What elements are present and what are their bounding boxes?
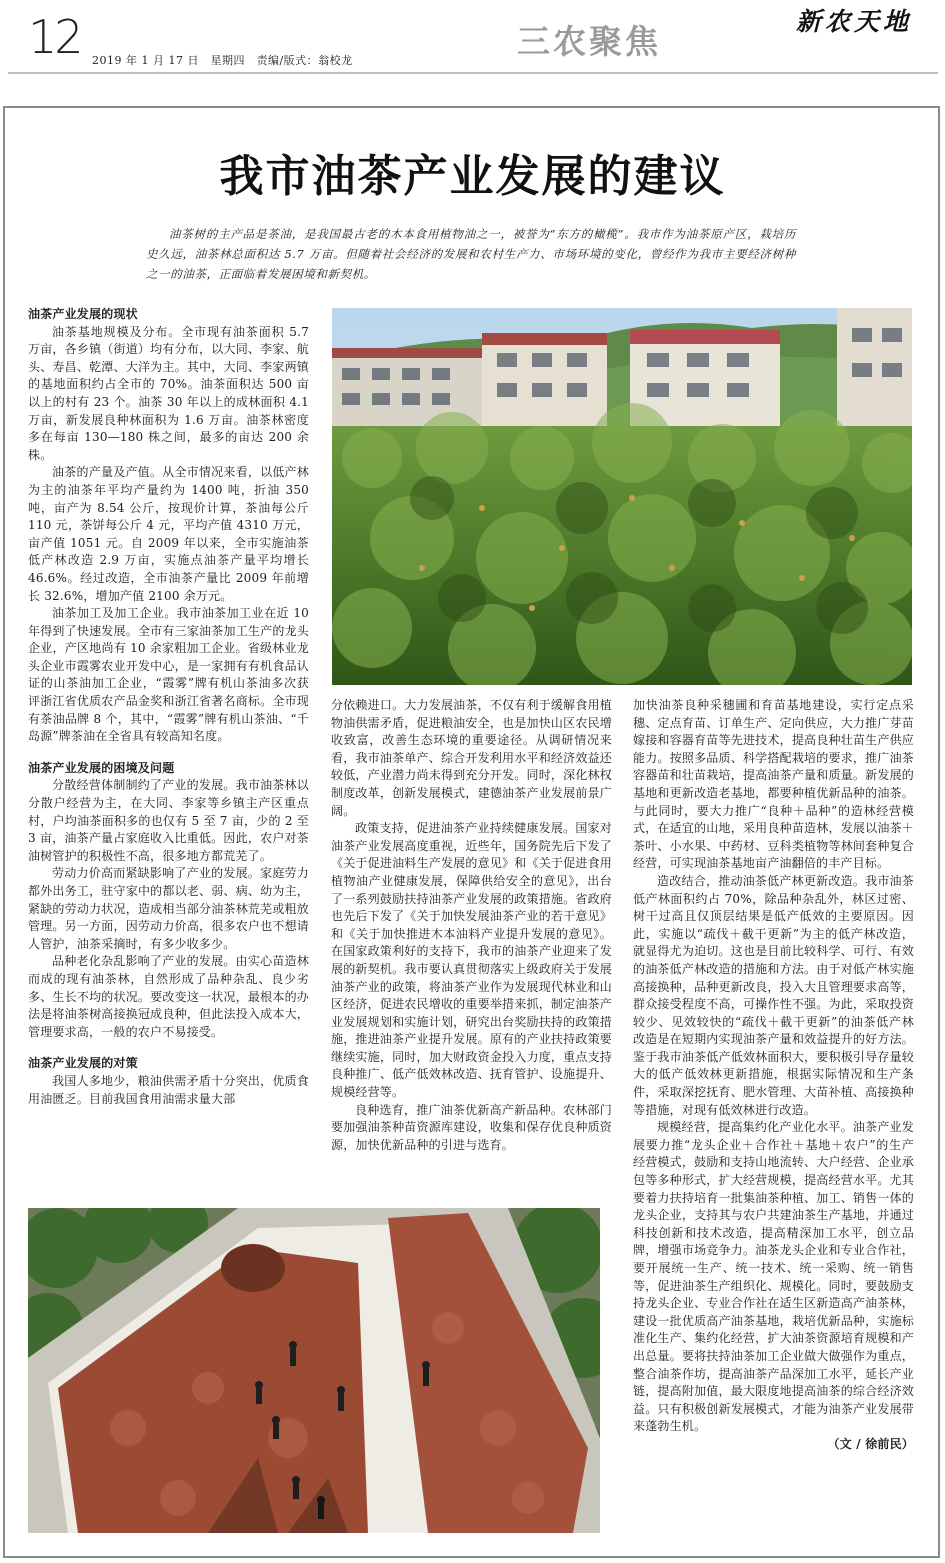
paragraph: 造改结合，推动油茶低产林更新改造。我市油茶低产林面积约占 70%，除品种杂乱外，林区过密、树干过高且仅顶层结果是低产低效的主要原因。因此，实施以“疏伐＋截干更新”为主的低产林改造，就显得尤为迫切。这也是目前比较科学、可行、有效的油茶低产林改造的措施和方法。由于对低产林实施高接换种，品种更新改良，投入大且管理要求高等，群众接受程度不高，可操作性不强。为此，采取投资较少、见效较快的“疏伐＋截干更新”的油茶低产林改造是在短期内实现油茶产量和效益提升的好方法。鉴于我市油茶低产低效林面积大，要积极引导存量较大的低产低效林更新措施，根据实际情况和生产条件，采取深挖抚育、肥水管理、大苗补植、高接换种等措施，对现有低效林进行改造。 xyxy=(633,873,914,1117)
paragraph: 规模经营，提高集约化产业化水平。油茶产业发展要力推“龙头企业＋合作社＋基地＋农户”的生产经营模式，鼓励和支持山地流转、大户经营、企业承包等多种形式，扩大经营规模，提高经营水平。尤其要着力扶持培育一批集油茶种植、加工、销售一体的龙头企业，支持其与农户共建油茶生产基地，并通过科技创新和技术改造，提高精深加工水平，创立品牌，增强市场竞争力。油茶龙头企业和专业合作社，要开展统一生产、统一技术、统一采购、统一销售等，促进油茶生产组织化、规模化。同时，要鼓励支持龙头企业、专业合作社在适生区新造高产油茶林，建设一批优质高产油茶基地，栽培优新品种，实施标准化生产、集约化经营，扩大油茶资源培育规模和产出总量。要将扶持油茶加工企业做大做强作为重点，整合油茶作坊，提高油茶产品深加工水平，延长产业链，提高附加值，最大限度地提高油茶的综合经济效益。只有积极创新发展模式，才能为油茶产业发展带来蓬勃生机。 xyxy=(633,1120,914,1434)
paragraph: 良种选育，推广油茶优新高产新品种。农林部门要加强油茶种苗资源库建设，收集和保存优良种质资源，加快优新品种的引进与选育。 xyxy=(331,1102,612,1152)
paragraph: 我国人多地少，粮油供需矛盾十分突出，优质食用油匮乏。目前我国食用油需求量大部 xyxy=(28,1073,309,1106)
masthead xyxy=(0,0,945,74)
masthead-rule xyxy=(8,72,938,74)
paragraph: 劳动力价高而紧缺影响了产业的发展。家庭劳力都外出务工，驻守家中的都以老、弱、病、幼为主，紧缺的劳动力状况，造成相当部分油茶林荒芜或粗放管理。另一方面，因劳动力价高，很多农户也不想请人管护，油茶采摘时，有多少收多少。 xyxy=(28,866,309,951)
article-column-1 xyxy=(28,306,309,1108)
section-name: 三农聚焦 xyxy=(517,22,661,61)
paragraph: 油茶的产量及产值。从全市情况来看，以低产林为主的油茶年平均产量约为 1400 吨，折油 350 吨，亩产为 8.54 公斤，按现价计算，茶油每公斤 110 元，茶饼每公斤 4 元，平均产值 4310 万元，亩产值 1051 元。自 2009 年以来，全市实施油茶低产林改造 2.9 万亩，实施点油茶产量平均增长 46.6%。经过改造，全市油茶产量比 2009 年前增长 32.6%，增加产值 2100 余万元。 xyxy=(28,465,309,603)
section-heading-countermeasures: 油茶产业发展的对策 xyxy=(28,1056,138,1071)
paragraph: 油茶加工及加工企业。我市油茶加工业在近 10 年得到了快速发展。全市有三家油茶加工生产的龙头企业，产区地尚有 10 余家粗加工企业。省级林业龙头企业市霞雾农业开发中心，是一家拥有有机食品认证的山茶油加工企业，“霞雾”牌有机山茶油多次获评浙江省优质农产品金奖和浙江省著名商标。全市现有茶油品牌 8 个，其中，“霞雾”牌有机山茶油、“千岛源”牌茶油在全省具有较高知名度。 xyxy=(28,606,309,744)
paragraph: 油茶基地规模及分布。全市现有油茶面积 5.7 万亩，各乡镇（街道）均有分布，以大同、李家、航头、寿昌、乾潭、大洋为主。其中，大同、李家两镇的基地面积约占全市的 70%。油茶面积达 500 亩以上的村有 23 个。油茶 30 年以上的成林面积 4.1 万亩，新发展良种林面积为 1.6 万亩。油茶林密度多在每亩 130—180 株之间，最多的亩达 200 余株。 xyxy=(28,324,309,462)
article-column-3 xyxy=(633,697,914,1454)
paragraph: 品种老化杂乱影响了产业的发展。由实心苗造林而成的现有油茶林，自然形成了品种杂乱、良少劣多、生长不均的状况。要改变这一状况，最根本的办法是将油茶树高接换冠成良种，但此法投入成本大，管理要求高，一般的农户不易接受。 xyxy=(28,954,309,1039)
section-heading-status: 油茶产业发展的现状 xyxy=(28,307,138,321)
paragraph: 政策支持，促进油茶产业持续健康发展。国家对油茶产业发展高度重视，近些年，国务院先后下发了《关于促进油料生产发展的意见》和《关于促进食用植物油产业健康发展，保障供给安全的意见》，出台了一系列鼓励扶持油茶产业发展的政策措施。省政府也先后下发了《关于加快发展油茶产业的若干意见》和《关于加快推进木本油料产业提升发展的意见》。在国家政策利好的支持下，我市的油茶产业迎来了发展的新契机。我市要认真贯彻落实上级政府关于发展油茶产业的政策，将油茶产业作为发展现代林业和山区经济，促进农民增收的重要举措来抓，制定油茶产业发展规划和实施计划，研究出台奖励扶持的政策措施，推进油茶产业提升发展。原有的产业扶持政策要继续实施，同时，加大财政资金投入力度，重点支持良种推广、低产低效林改造、抚育管护、设施提升、规模经营等。 xyxy=(331,821,612,1100)
byline: （文 / 徐前民） xyxy=(827,1436,914,1451)
photo-drying-camellia-fruit-icon xyxy=(28,1208,600,1533)
article-lead: 油茶树的主产品是茶油，是我国最古老的木本食用植物油之一，被誉为“东方的橄榄”。我市作为油茶原产区，栽培历史久远，油茶林总面积达 5.7 万亩。但随着社会经济的发展和农村生产力、市场环境的变化，曾经作为我市主要经济树种之一的油茶，正面临着发展困境和新契机。 xyxy=(146,227,796,281)
article-column-2 xyxy=(331,697,612,1154)
brand-logo: 新农天地 xyxy=(796,7,913,36)
paragraph: 分依赖进口。大力发展油茶，不仅有利于缓解食用植物油供需矛盾，促进粮油安全，也是加快山区农民增收致富，改善生态环境的重要途径。从调研情况来看，我市油茶单产、综合开发利用水平和经济效益还较低，产业潜力尚未得到充分开发。同时，深化林权制度改革，创新发展模式，建德油茶产业发展前景广阔。 xyxy=(331,698,612,818)
paragraph: 分散经营体制制约了产业的发展。我市油茶林以分散户经营为主，在大同、李家等乡镇主产区重点村，户均油茶面积多的也仅有 5 至 7 亩，少的 2 至 3 亩，油茶产量占家庭收入比重低。因此，农户对茶油树管护的积极性不高，很多地方都荒芜了。 xyxy=(28,778,309,863)
date-editor-line: 2019 年 1 月 17 日 星期四 责编/版式：翁校龙 xyxy=(92,54,353,67)
paragraph: 加快油茶良种采穗圃和育苗基地建设，实行定点采穗、定点育苗、订单生产、定向供应，大力推广芽苗嫁接和容器育苗等先进技术，提高良种壮苗生产供应能力。按照多品质、科学搭配栽培的要求，推广油茶容器苗和壮苗栽培，提高油茶产量和质量。新发展的基地和更新改造老基地，都要种植优新品种的油茶。与此同时，要大力推广“良种＋品种”的造林经营模式，在适宜的山地，采用良种苗造林，发展以油茶＋茶叶、小水果、中药材、豆科类植物等林间套种复合经营，可实现油茶基地亩产油翻倍的丰产目标。 xyxy=(633,698,914,871)
photo-oil-tea-grove-icon xyxy=(332,308,912,685)
page-number: 12 xyxy=(28,10,81,64)
article-title: 我市油茶产业发展的建议 xyxy=(219,151,726,202)
section-heading-problems: 油茶产业发展的困境及问题 xyxy=(28,760,175,775)
